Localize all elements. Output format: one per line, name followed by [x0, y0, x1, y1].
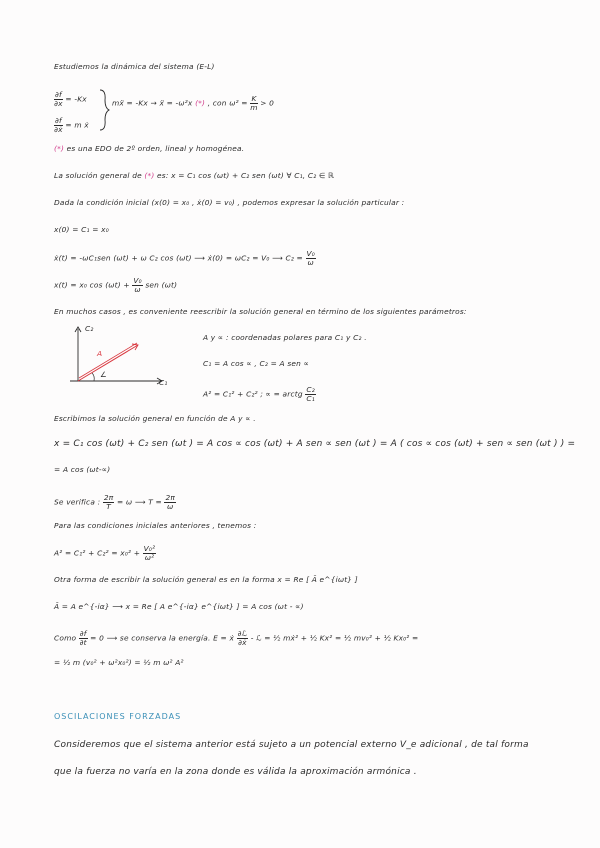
initial-condition-line: Dada la condición inicial (x(0) = x₀ , ẋ(0) = v₀) , podemos expresar la solución particular :	[54, 198, 405, 207]
frac-den: ω	[134, 285, 141, 294]
expansion-line: x = C₁ cos (ωt) + C₂ sen (ωt ) = A cos ∝ cos (ωt) + A sen ∝ sen (ωt ) = A ( cos ∝ cos (ωt) + sen ∝ sen (ωt ) ) =	[54, 439, 576, 449]
energy-text-a: Como	[54, 633, 77, 643]
frac-den: ω²	[144, 553, 155, 562]
frac-den: T	[106, 502, 111, 511]
particular-solution-line	[54, 277, 177, 294]
eq-dfdxdot	[54, 117, 89, 134]
derivative-text: ẋ(t) = -ωC₁sen (ωt) + ω C₂ cos (ωt) ⟶ ẋ(0) = ωC₂ = V₀ ⟶ C₂ =	[54, 253, 303, 263]
general-solution-b: es: x = C₁ cos (ωt) + C₂ sen (ωt) ∀ C₁, C₂ ∈ ℝ	[157, 171, 335, 180]
forced-intro-line-1: Consideremos que el sistema anterior está sujeto a un potencial externo V_e adicional , de tal forma	[54, 740, 529, 750]
brace-text-b: , con ω² =	[207, 98, 248, 108]
polar-diagram	[66, 323, 186, 393]
frac-num: V₀	[306, 249, 315, 258]
equation-tag: (*)	[144, 171, 155, 180]
amplitude-line	[203, 386, 316, 403]
general-solution-a: La solución general de	[54, 171, 142, 180]
frac-num: V₀	[133, 276, 142, 285]
period-text-a: Se verifica :	[54, 497, 101, 507]
frac-num: ∂ℒ	[237, 629, 248, 638]
complex-amplitude-line: Ã = A e^{-iα} ⟶ x = Re [ A e^{-iα} e^{iωt} ] = A cos (ωt - ∝)	[54, 602, 304, 611]
particular-a: x(t) = x₀ cos (ωt) +	[54, 280, 130, 290]
frac-den: ∂t	[79, 638, 87, 647]
parameters-intro: En muchos casos , es conveniente reescribir la solución general en término de los siguientes parámetros:	[54, 307, 467, 316]
rewrite-line: Escribimos la solución general en función de A y ∝ .	[54, 414, 256, 423]
edo-line	[54, 144, 244, 153]
frac-den: ∂x	[54, 99, 63, 108]
amplitude-text: A² = C₁² + C₂² ; ∝ = arctg	[203, 389, 303, 399]
frac-num: ∂f	[79, 629, 87, 638]
frac-num: ∂f	[55, 116, 62, 125]
forced-intro-line-2: que la fuerza no varía en la zona donde es válida la aproximación armónica .	[54, 767, 417, 777]
period-line	[54, 494, 176, 511]
equation-tag: (*)	[54, 144, 65, 153]
axis-label-c2: C₂	[85, 324, 94, 333]
frac-num: V₀²	[143, 544, 156, 553]
brace-result	[112, 95, 274, 112]
eq1-rhs: = -Kx	[65, 94, 87, 104]
c-components-line: C₁ = A cos ∝ , C₂ = A sen ∝	[203, 359, 310, 368]
section-heading: OSCILACIONES FORZADAS	[54, 712, 182, 721]
frac-den: ω	[307, 258, 314, 267]
brace-text-a: mẍ = -Kx → ẍ = -ω²x	[112, 98, 193, 108]
amplitude-squared-text: A² = C₁² + C₂² = x₀² +	[54, 548, 141, 558]
eq2-rhs: = m ẋ	[65, 120, 89, 130]
c1-line: x(0) = C₁ = x₀	[54, 225, 109, 234]
frac-den: ∂ẋ	[54, 125, 63, 134]
frac-num: ∂f	[55, 90, 62, 99]
particular-b: sen (ωt)	[145, 280, 178, 290]
frac-num: 2π	[103, 493, 114, 502]
frac-den: ∂ẋ	[238, 638, 247, 647]
axis-label-c1: C₁	[159, 378, 168, 387]
cosine-form-line: = A cos (ωt-∝)	[54, 465, 111, 474]
brace-icon	[98, 88, 112, 132]
frac-num: K	[251, 94, 257, 103]
initial-conditions-line: Para las condiciones iniciales anteriores , tenemos :	[54, 521, 257, 530]
frac-den: m	[250, 103, 258, 112]
angle-label: ∠	[100, 370, 107, 379]
frac-den: C₁	[306, 394, 315, 403]
period-text-b: = ω ⟶ T =	[116, 497, 162, 507]
edo-text: es una EDO de 2º orden, lineal y homogénea.	[64, 144, 245, 153]
frac-num: 2π	[165, 493, 175, 502]
energy-text-b: = 0 ⟶ se conserva la energía. E = ẋ	[90, 633, 235, 643]
derivative-line	[54, 250, 316, 267]
general-solution-line	[54, 171, 334, 180]
intro-line: Estudiemos la dinámica del sistema (E-L)	[54, 62, 215, 71]
omega-tail: > 0	[260, 98, 275, 108]
frac-den: ω	[167, 502, 174, 511]
energy-line	[54, 630, 418, 647]
polar-coords-line: A y ∝ : coordenadas polares para C₁ y C₂ .	[203, 333, 367, 342]
energy-text-c: - ℒ = ½ mẋ² + ½ Kx² = ½ mv₀² + ½ Kx₀² =	[250, 633, 419, 643]
amplitude-squared-line	[54, 545, 156, 562]
vector-label: A	[97, 349, 103, 358]
eq-dfdx	[54, 91, 87, 108]
complex-form-line: Otra forma de escribir la solución general es en la forma x = Re [ Ã e^{iωt} ]	[54, 575, 358, 584]
energy-result-line: = ½ m (v₀² + ω²x₀²) = ½ m ω² A²	[54, 658, 184, 667]
equation-tag: (*)	[195, 98, 206, 108]
frac-num: C₂	[306, 385, 315, 394]
